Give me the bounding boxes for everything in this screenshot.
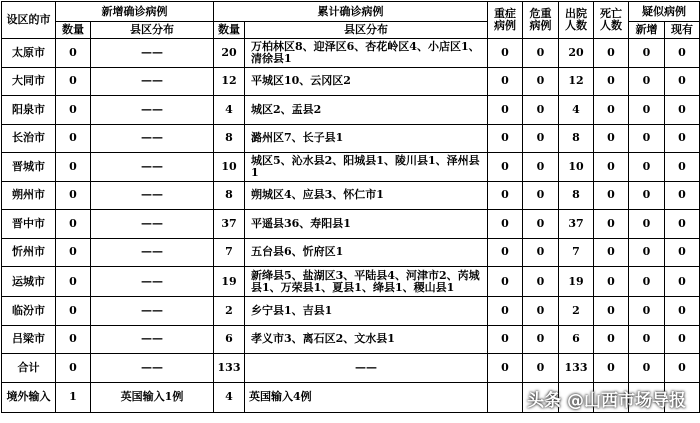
severe-cell: 0: [488, 96, 523, 125]
severe-cell: 0: [488, 124, 523, 153]
critical-cell: 0: [523, 67, 559, 96]
severe-cell: 0: [488, 238, 523, 267]
suspected-new-cell: 0: [629, 267, 665, 297]
critical-cell: 0: [523, 153, 559, 182]
new-count-cell: 0: [56, 210, 91, 239]
discharged-cell: 10: [559, 153, 594, 182]
cum-count-cell: 8: [214, 181, 245, 210]
table-row: [2, 124, 700, 153]
critical-cell: 0: [523, 325, 559, 354]
suspected-new-cell: 0: [629, 354, 665, 383]
suspected-new-cell: 0: [629, 181, 665, 210]
severe-cell: 0: [488, 267, 523, 297]
cum-count-cell: 4: [214, 96, 245, 125]
suspected-new-cell: 0: [629, 325, 665, 354]
total-row: [2, 354, 700, 383]
discharged-cell: 37: [559, 210, 594, 239]
severe-cell: 0: [488, 297, 523, 326]
critical-cell: 0: [523, 210, 559, 239]
cum-count-cell: 4: [214, 382, 245, 412]
deaths-cell: 0: [594, 354, 629, 383]
cum-district-cell: 五台县6、忻府区1: [245, 238, 488, 267]
critical-cell: 0: [523, 238, 559, 267]
cum-district-cell: 城区2、盂县2: [245, 96, 488, 125]
severe-cell: 0: [488, 153, 523, 182]
table-row: [2, 96, 700, 125]
header-new-confirmed: 新增确诊病例: [56, 2, 214, 22]
suspected-existing-cell: 0: [665, 267, 700, 297]
header-suspected: 疑似病例: [629, 2, 700, 22]
new-count-cell: 0: [56, 181, 91, 210]
header-discharged: 出院人数: [559, 2, 594, 39]
severe-cell: 0: [488, 67, 523, 96]
suspected-existing-cell: 0: [665, 124, 700, 153]
city-cell: 长治市: [2, 124, 56, 153]
city-cell: 吕梁市: [2, 325, 56, 354]
header-suspected-new: 新增: [629, 22, 665, 39]
suspected-existing-cell: 0: [665, 325, 700, 354]
new-count-cell: 0: [56, 124, 91, 153]
header-deaths: 死亡人数: [594, 2, 629, 39]
new-count-cell: 0: [56, 267, 91, 297]
cum-district-cell: 英国输入4例: [245, 382, 488, 412]
cum-count-cell: 19: [214, 267, 245, 297]
table-row: [2, 238, 700, 267]
suspected-existing-cell: 0: [665, 297, 700, 326]
discharged-cell: 12: [559, 67, 594, 96]
new-district-cell: ——: [91, 39, 214, 68]
critical-cell: 0: [523, 96, 559, 125]
discharged-cell: 4: [559, 96, 594, 125]
suspected-new-cell: 0: [629, 210, 665, 239]
new-count-cell: 0: [56, 153, 91, 182]
table-row: [2, 297, 700, 326]
suspected-new-cell: 0: [629, 153, 665, 182]
new-district-cell: ——: [91, 325, 214, 354]
severe-cell: 0: [488, 210, 523, 239]
suspected-new-cell: 0: [629, 238, 665, 267]
cum-district-cell: 城区5、沁水县2、阳城县1、陵川县1、泽州县1: [245, 153, 488, 182]
deaths-cell: 0: [594, 181, 629, 210]
covid-cases-table: [1, 1, 700, 413]
suspected-new-cell: 0: [629, 39, 665, 68]
header-cum-count: 数量: [214, 22, 245, 39]
critical-cell: 0: [523, 354, 559, 383]
new-district-cell: ——: [91, 267, 214, 297]
header-city: 设区的市: [2, 2, 56, 39]
suspected-new-cell: 0: [629, 96, 665, 125]
discharged-cell: 8: [559, 181, 594, 210]
header-cum-district: 县区分布: [245, 22, 488, 39]
header-cumulative-confirmed: 累计确诊病例: [214, 2, 488, 22]
cum-district-cell: 万柏林区8、迎泽区6、杏花岭区4、小店区1、清徐县1: [245, 39, 488, 68]
deaths-cell: 0: [594, 67, 629, 96]
suspected-existing-cell: 0: [665, 153, 700, 182]
new-district-cell: ——: [91, 354, 214, 383]
table-row: [2, 153, 700, 182]
discharged-cell: 6: [559, 325, 594, 354]
suspected-existing-cell: 0: [665, 67, 700, 96]
new-district-cell: ——: [91, 67, 214, 96]
cum-count-cell: 8: [214, 124, 245, 153]
suspected-new-cell: 0: [629, 297, 665, 326]
city-cell: 太原市: [2, 39, 56, 68]
header-critical: 危重病例: [523, 2, 559, 39]
deaths-cell: 0: [594, 39, 629, 68]
cum-district-cell: 乡宁县1、吉县1: [245, 297, 488, 326]
deaths-cell: 0: [594, 153, 629, 182]
new-district-cell: 英国输入1例: [91, 382, 214, 412]
deaths-cell: 0: [594, 325, 629, 354]
critical-cell: 0: [523, 297, 559, 326]
city-cell: 合计: [2, 354, 56, 383]
deaths-cell: 0: [594, 96, 629, 125]
deaths-cell: 0: [594, 238, 629, 267]
discharged-cell: 19: [559, 267, 594, 297]
discharged-cell: 133: [559, 354, 594, 383]
deaths-cell: 0: [594, 210, 629, 239]
cum-count-cell: 6: [214, 325, 245, 354]
cum-district-cell: 孝义市3、离石区2、文水县1: [245, 325, 488, 354]
new-count-cell: 1: [56, 382, 91, 412]
suspected-existing-cell: 0: [665, 210, 700, 239]
header-severe: 重症病例: [488, 2, 523, 39]
header-suspected-existing: 现有: [665, 22, 700, 39]
new-count-cell: 0: [56, 354, 91, 383]
table-row: [2, 325, 700, 354]
cum-count-cell: 10: [214, 153, 245, 182]
cum-district-cell: 平遥县36、寿阳县1: [245, 210, 488, 239]
cum-count-cell: 20: [214, 39, 245, 68]
new-count-cell: 0: [56, 67, 91, 96]
suspected-existing-cell: 0: [665, 238, 700, 267]
severe-cell: 0: [488, 354, 523, 383]
city-cell: 境外输入: [2, 382, 56, 412]
deaths-cell: 0: [594, 297, 629, 326]
new-district-cell: ——: [91, 96, 214, 125]
discharged-cell: 8: [559, 124, 594, 153]
cum-count-cell: 7: [214, 238, 245, 267]
discharged-cell: 20: [559, 39, 594, 68]
new-district-cell: ——: [91, 124, 214, 153]
new-count-cell: 0: [56, 39, 91, 68]
new-count-cell: 0: [56, 325, 91, 354]
city-cell: 朔州市: [2, 181, 56, 210]
discharged-cell: 2: [559, 297, 594, 326]
table-row: [2, 67, 700, 96]
new-district-cell: ——: [91, 153, 214, 182]
critical-cell: 0: [523, 181, 559, 210]
severe-cell: [488, 382, 523, 412]
new-district-cell: ——: [91, 238, 214, 267]
suspected-existing-cell: 0: [665, 96, 700, 125]
table-row: [2, 210, 700, 239]
critical-cell: 0: [523, 39, 559, 68]
new-count-cell: 0: [56, 238, 91, 267]
table-row: [2, 39, 700, 68]
city-cell: 晋城市: [2, 153, 56, 182]
table-row: [2, 181, 700, 210]
city-cell: 大同市: [2, 67, 56, 96]
suspected-existing-cell: 0: [665, 39, 700, 68]
city-cell: 临汾市: [2, 297, 56, 326]
severe-cell: 0: [488, 325, 523, 354]
table-row: [2, 267, 700, 297]
suspected-existing-cell: 0: [665, 354, 700, 383]
severe-cell: 0: [488, 181, 523, 210]
city-cell: 运城市: [2, 267, 56, 297]
new-count-cell: 0: [56, 96, 91, 125]
cum-district-cell: 朔城区4、应县3、怀仁市1: [245, 181, 488, 210]
header-new-count: 数量: [56, 22, 91, 39]
suspected-new-cell: 0: [629, 67, 665, 96]
new-district-cell: ——: [91, 181, 214, 210]
cum-district-cell: 新绛县5、盐湖区3、平陆县4、河津市2、芮城县1、万荣县1、夏县1、绛县1、稷山县1: [245, 267, 488, 297]
new-district-cell: ——: [91, 297, 214, 326]
city-cell: 晋中市: [2, 210, 56, 239]
suspected-new-cell: 0: [629, 124, 665, 153]
severe-cell: 0: [488, 39, 523, 68]
deaths-cell: 0: [594, 267, 629, 297]
cum-district-cell: 平城区10、云冈区2: [245, 67, 488, 96]
critical-cell: 0: [523, 267, 559, 297]
header-new-district: 县区分布: [91, 22, 214, 39]
discharged-cell: 7: [559, 238, 594, 267]
cum-count-cell: 133: [214, 354, 245, 383]
new-district-cell: ——: [91, 210, 214, 239]
watermark: 头条 @山西市场导报: [527, 391, 686, 411]
deaths-cell: 0: [594, 124, 629, 153]
city-cell: 阳泉市: [2, 96, 56, 125]
critical-cell: 0: [523, 124, 559, 153]
cum-count-cell: 12: [214, 67, 245, 96]
suspected-existing-cell: 0: [665, 181, 700, 210]
city-cell: 忻州市: [2, 238, 56, 267]
new-count-cell: 0: [56, 297, 91, 326]
cum-count-cell: 2: [214, 297, 245, 326]
cum-count-cell: 37: [214, 210, 245, 239]
cum-district-cell: ——: [245, 354, 488, 383]
cum-district-cell: 潞州区7、长子县1: [245, 124, 488, 153]
